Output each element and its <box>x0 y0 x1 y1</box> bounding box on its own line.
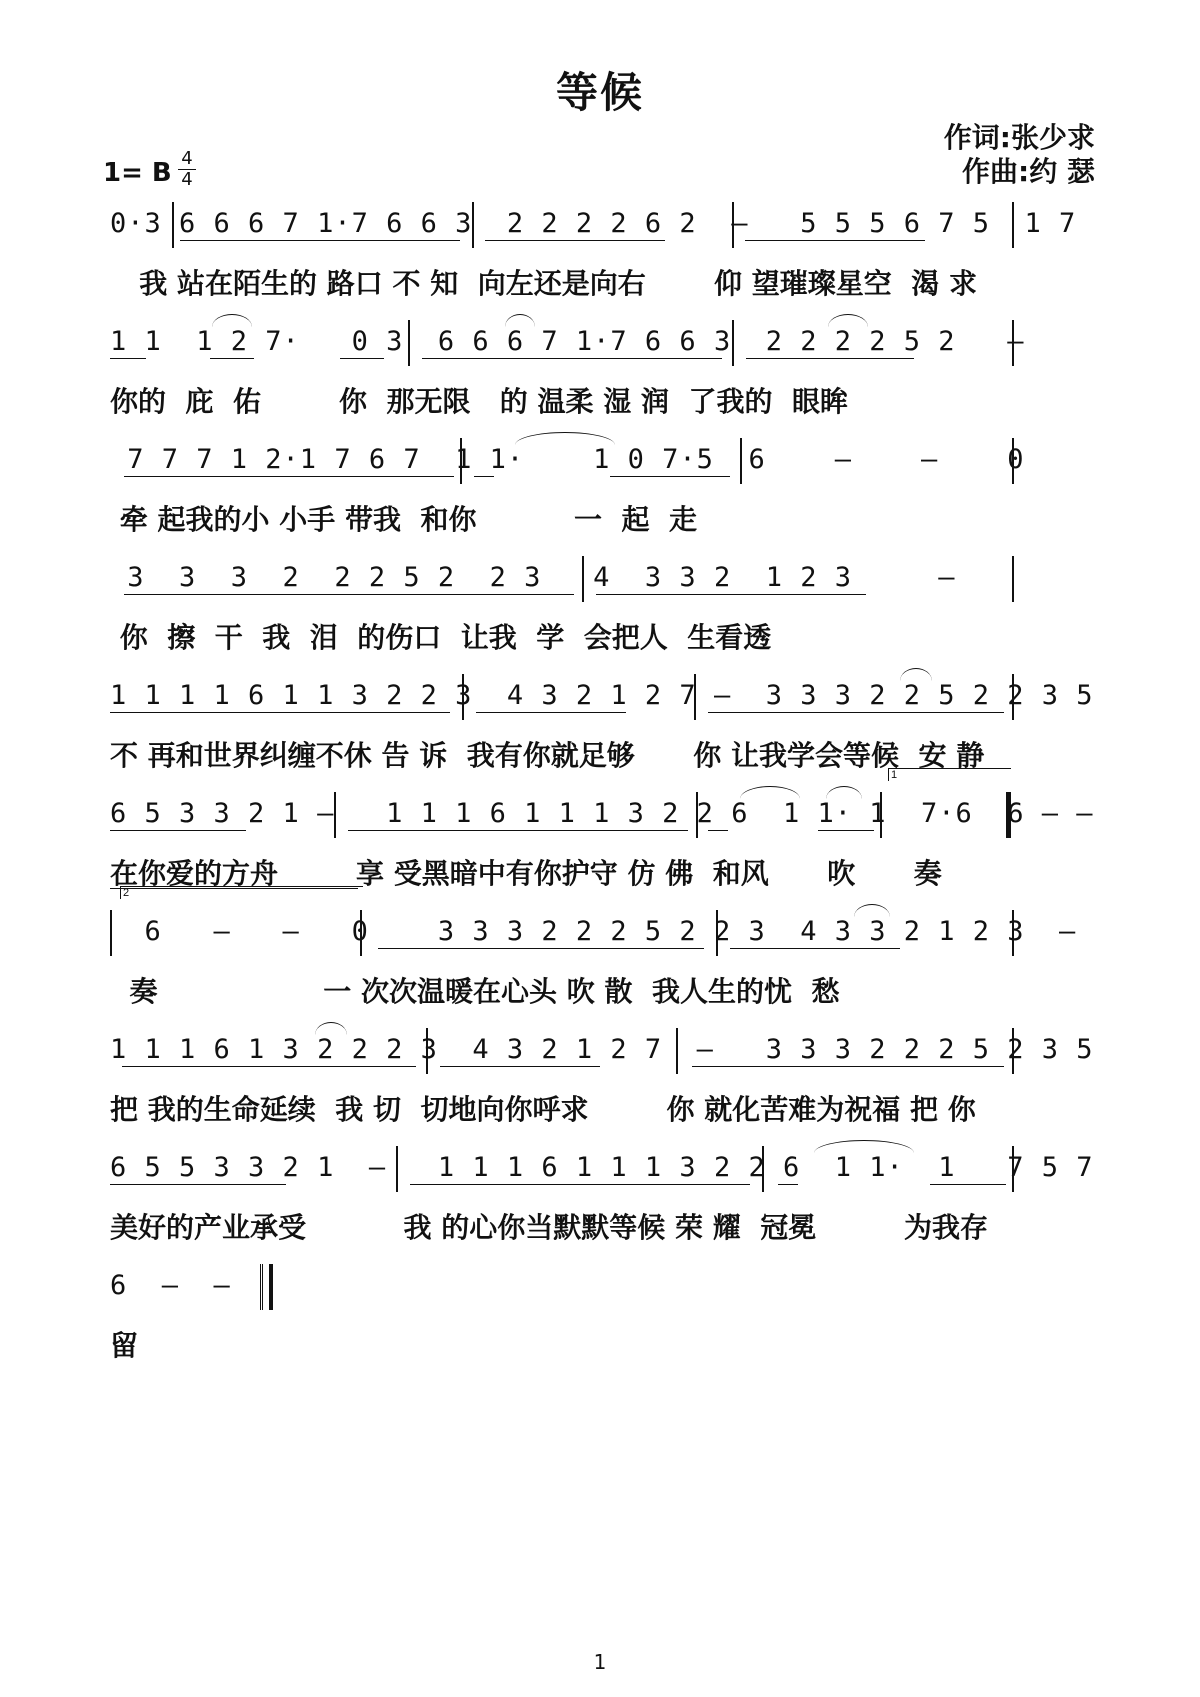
beam-line <box>210 358 254 359</box>
time-signature <box>178 150 196 189</box>
barline <box>762 1146 764 1192</box>
beam-line <box>378 948 704 949</box>
beam-line <box>596 594 866 595</box>
lyric-line: 在你爱的方舟 享 受黑暗中有你护守 仿 佛 和风 吹 奏 <box>110 857 942 890</box>
beam-line <box>930 1184 1006 1185</box>
beam-line <box>180 240 460 241</box>
beam-line <box>485 240 665 241</box>
barline <box>1012 674 1014 720</box>
notation-line: 3 3 3 2 2 2 5 2 2 3 4 3 3 2 1 2 3 — <box>110 562 956 593</box>
beam-line <box>110 712 450 713</box>
barline <box>396 1146 398 1192</box>
lyric-line: 把 我的生命延续 我 切 切地向你呼求 你 就化苦难为祝福 把 你 <box>110 1093 976 1126</box>
beam-line <box>422 358 722 359</box>
barline <box>880 792 882 838</box>
beam-line <box>746 358 914 359</box>
barline <box>716 910 718 956</box>
beam-line <box>110 1184 286 1185</box>
barline <box>582 556 584 602</box>
notation-line: 1 1 1 2 7· 0 3 6 6 6 7 1·7 6 6 3 2 2 2 2 5 2 — <box>110 326 1025 357</box>
beam-line <box>110 830 246 831</box>
song-title: 等候 <box>555 68 644 117</box>
barline <box>696 792 698 838</box>
barline <box>676 1028 678 1074</box>
lyric-line: 留 <box>110 1329 139 1362</box>
beam-line <box>124 594 574 595</box>
barline <box>732 202 734 248</box>
beam-line <box>410 1184 750 1185</box>
lyricist-credit: 作词:张少求 <box>943 121 1095 154</box>
beam-line <box>110 358 146 359</box>
lyric-line: 牵 起我的小 小手 带我 和你 一 起 走 <box>110 503 697 536</box>
composer-credit: 作曲:约 瑟 <box>962 155 1095 188</box>
barline <box>334 792 336 838</box>
repeat-end-barline <box>1006 792 1011 838</box>
beam-line <box>708 712 1004 713</box>
barline <box>1012 202 1014 248</box>
barline <box>110 910 112 956</box>
lyric-line: 不 再和世界纠缠不休 告 诉 我有你就足够 你 让我学会等候 安 静 <box>110 739 985 772</box>
barline <box>1012 1028 1014 1074</box>
notation-line: 7 7 7 1 2·1 7 6 7 1 1· 1 0 7·5 6 — — 0 <box>110 444 1025 475</box>
time-signature-top: 4 <box>181 148 193 169</box>
second-ending-bracket: 2 <box>120 886 363 899</box>
barline <box>1012 438 1014 484</box>
barline <box>1012 1146 1014 1192</box>
barline <box>462 674 464 720</box>
beam-line <box>610 476 730 477</box>
final-barline <box>260 1264 273 1310</box>
lyric-line: 奏 一 次次温暖在心头 吹 散 我人生的忧 愁 <box>110 975 840 1008</box>
beam-line <box>340 358 384 359</box>
barline <box>1012 320 1014 366</box>
beam-line <box>818 830 874 831</box>
notation-line: 6 — — <box>110 1270 231 1301</box>
beam-line <box>745 240 925 241</box>
barline <box>460 438 462 484</box>
notation-line: 0·3 6 6 6 7 1·7 6 6 3 2 2 2 2 6 2 — 5 5 5 6 7 5 1 7 <box>110 208 1077 239</box>
beam-line <box>730 948 900 949</box>
barline <box>732 320 734 366</box>
barline <box>740 438 742 484</box>
time-signature-bottom: 4 <box>181 169 193 190</box>
beam-line <box>692 1066 1004 1067</box>
lyric-line: 美好的产业承受 我 的心你当默默等候 荣 耀 冠冕 为我存 <box>110 1211 988 1244</box>
notation-line: 6 5 5 3 3 2 1 — 1 1 1 6 1 1 1 3 2 2 6 1 1· 1 7 5 7 <box>110 1152 1094 1183</box>
barline <box>1012 910 1014 956</box>
lyric-line: 你的 庇 佑 你 那无限 的 温柔 湿 润 了我的 眼眸 <box>110 385 848 418</box>
lyric-line: 你 擦 干 我 泪 的伤口 让我 学 会把人 生看透 <box>110 621 772 654</box>
notation-line: 1 1 1 1 6 1 1 3 2 2 3 4 3 2 1 2 7 — 3 3 3 2 2 5 2 2 3 5 <box>110 680 1094 711</box>
beam-line <box>708 830 728 831</box>
barline <box>1012 556 1014 602</box>
beam-line <box>122 1066 416 1067</box>
barline <box>472 202 474 248</box>
beam-line <box>778 1184 798 1185</box>
barline <box>694 674 696 720</box>
notation-line: 6 — — 0 3 3 3 2 2 2 5 2 2 3 4 3 3 2 1 2 3 — <box>110 916 1077 947</box>
first-ending-bracket: 1 <box>888 768 1011 781</box>
barline <box>172 202 174 248</box>
beam-line <box>474 476 494 477</box>
key-signature: 1= B <box>103 158 172 188</box>
beam-line <box>476 712 626 713</box>
beam-line <box>348 830 688 831</box>
beam-line <box>440 1066 600 1067</box>
barline <box>426 1028 428 1074</box>
beam-line <box>124 476 454 477</box>
barline <box>360 910 362 956</box>
notation-line: 6 5 3 3 2 1 — 1 1 1 6 1 1 1 3 2 2 6 1 1· 1 7·6 6 — — <box>110 798 1094 829</box>
notation-line: 1 1 1 6 1 3 2 2 2 3 4 3 2 1 2 7 — 3 3 3 2 2 2 5 2 3 5 <box>110 1034 1094 1065</box>
barline <box>408 320 410 366</box>
lyric-line: 我 站在陌生的 路口 不 知 向左还是向右 仰 望璀璨星空 渴 求 <box>110 267 977 300</box>
page-number: 1 <box>593 1650 607 1674</box>
